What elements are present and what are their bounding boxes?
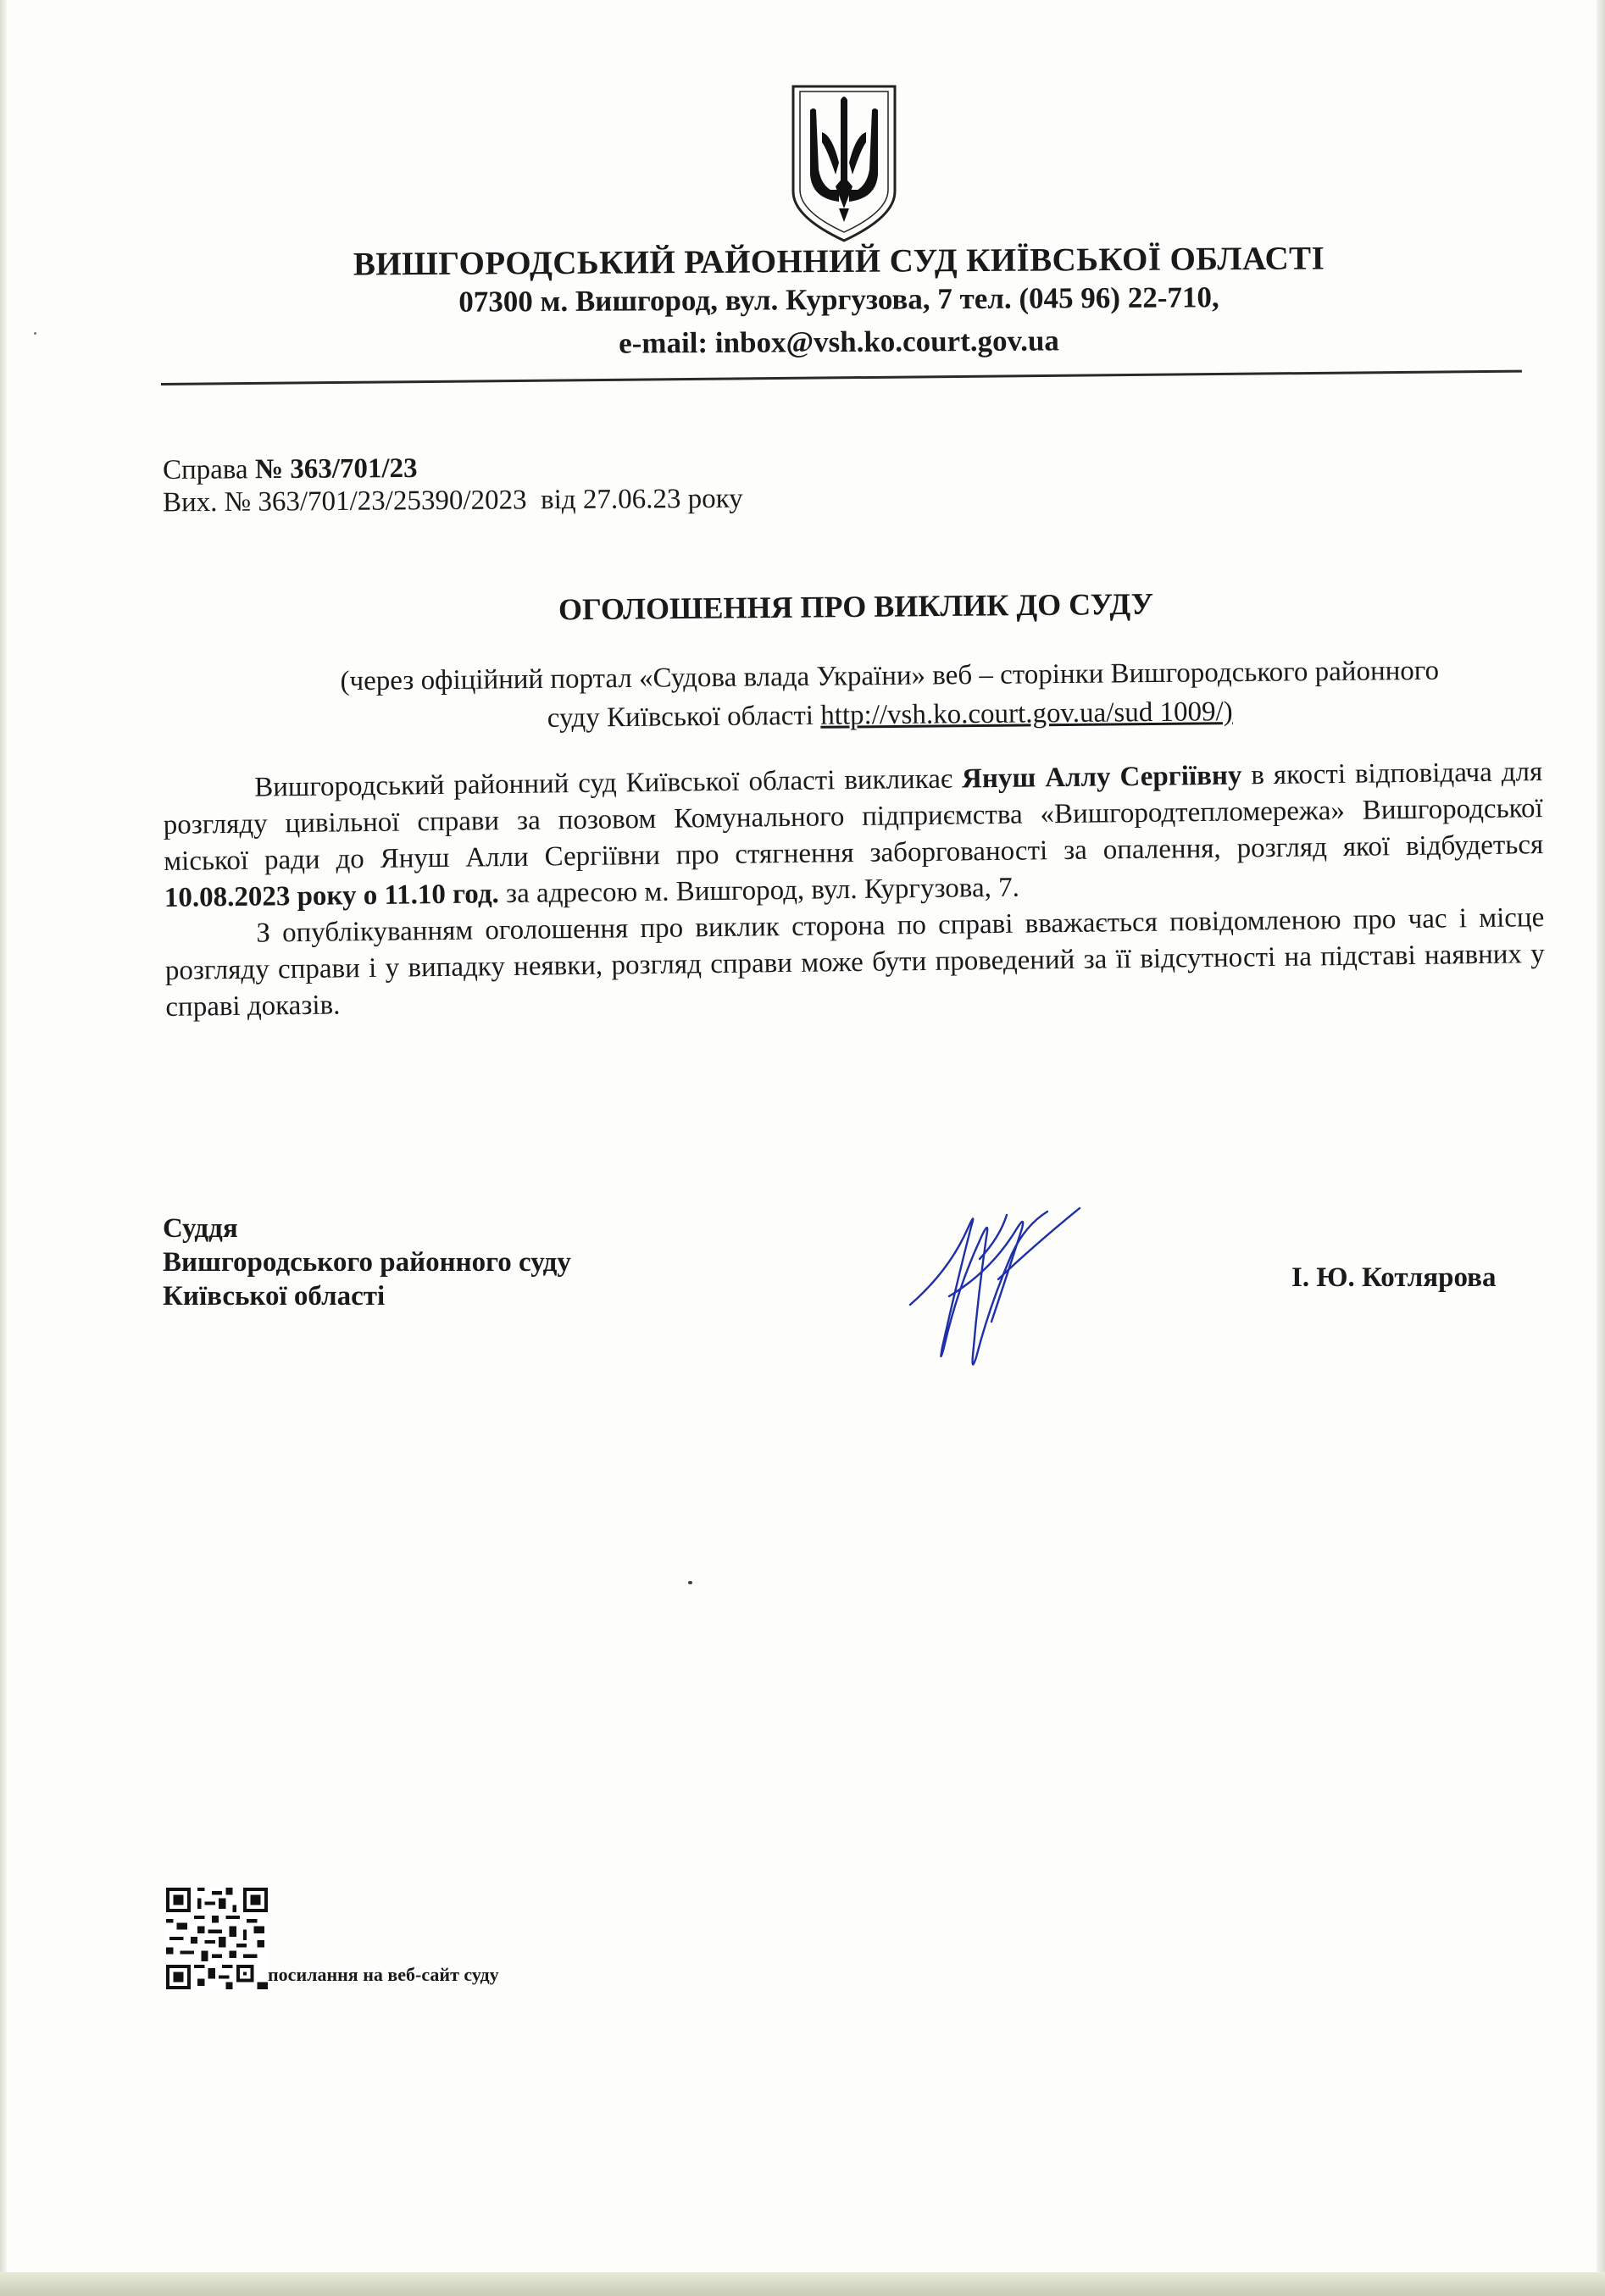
subtitle-line-1: (через офіційний портал «Судова влада України» веб – сторінки Вишгородського районного: [340, 655, 1440, 697]
court-email: e-mail: inbox@vsh.ko.court.gov.ua: [619, 324, 1059, 360]
outgoing-number-line: [163, 484, 743, 519]
summons-text-2: в якості відповідача для розгляду цивільної справи за позовом Комунального підприємства «Вишгородтепломережа» Вишгородської міської ради до Януш Алли Сергіївни про стягнення заборгованості за опалення, розгляд якої відбудеться: [163, 757, 1544, 877]
scan-edge-left: [0, 0, 7, 2296]
header-divider: [161, 370, 1522, 385]
outgoing-number: Вих. № 363/701/23/25390/2023: [162, 485, 527, 519]
paragraph-notice: З опублікуванням оголошення про виклик сторона по справі вважається повідомленою про час і місце розгляду справи і у випадку неявки, розгляд справи може бути проведений за її відсутності на підставі наявних у справі доказів.: [164, 902, 1545, 1023]
defendant-name: Януш Аллу Сергіївну: [961, 760, 1242, 795]
qr-code-icon: [166, 1888, 268, 1989]
subtitle-prefix: суду Київської області: [547, 700, 814, 734]
handwritten-signature: [898, 1178, 1102, 1381]
court-address: 07300 м. Вишгород, вул. Кургузова, 7 тел. (045 96) 22-710,: [458, 280, 1219, 319]
paragraph-summons: [163, 754, 1544, 917]
judge-name: І. Ю. Котлярова: [1291, 1262, 1497, 1293]
case-label: Справа: [162, 454, 248, 486]
summons-text-3: за адресою м. Вишгород, вул. Кургузова, 7.: [505, 872, 1020, 910]
case-number-line: [163, 453, 418, 486]
document-subtitle: [237, 651, 1543, 741]
court-website-link[interactable]: http://vsh.ko.court.gov.ua/sud 1009/): [820, 696, 1233, 731]
qr-caption: посилання на веб-сайт суду: [268, 1964, 499, 1985]
judge-title-line-3: Київської області: [163, 1281, 386, 1312]
document-title: ОГОЛОШЕННЯ ПРО ВИКЛИК ДО СУДУ: [558, 586, 1154, 627]
scan-speck: [688, 1581, 692, 1584]
scan-speck: [34, 332, 36, 335]
judge-title-line-1: Суддя: [163, 1213, 238, 1244]
judge-title-line-2: Вишгородського районного суду: [163, 1247, 571, 1278]
announcement-body: [163, 754, 1546, 1026]
scan-edge-right: [1597, 0, 1605, 2296]
summons-text-1: Вишгородський районний суд Київської області викликає: [254, 763, 953, 803]
scan-edge-bottom: [0, 2272, 1605, 2296]
judge-title-block: [163, 1212, 756, 1313]
coat-of-arms-of-ukraine-icon: [788, 81, 900, 244]
hearing-datetime: 10.08.2023 року о 11.10 год.: [164, 879, 500, 913]
outgoing-date: від 27.06.23 року: [540, 483, 743, 516]
case-number: № 363/701/23: [254, 452, 418, 485]
court-name-heading: ВИШГОРОДСЬКИЙ РАЙОННИЙ СУД КИЇВСЬКОЇ ОБЛАСТІ: [353, 240, 1325, 283]
